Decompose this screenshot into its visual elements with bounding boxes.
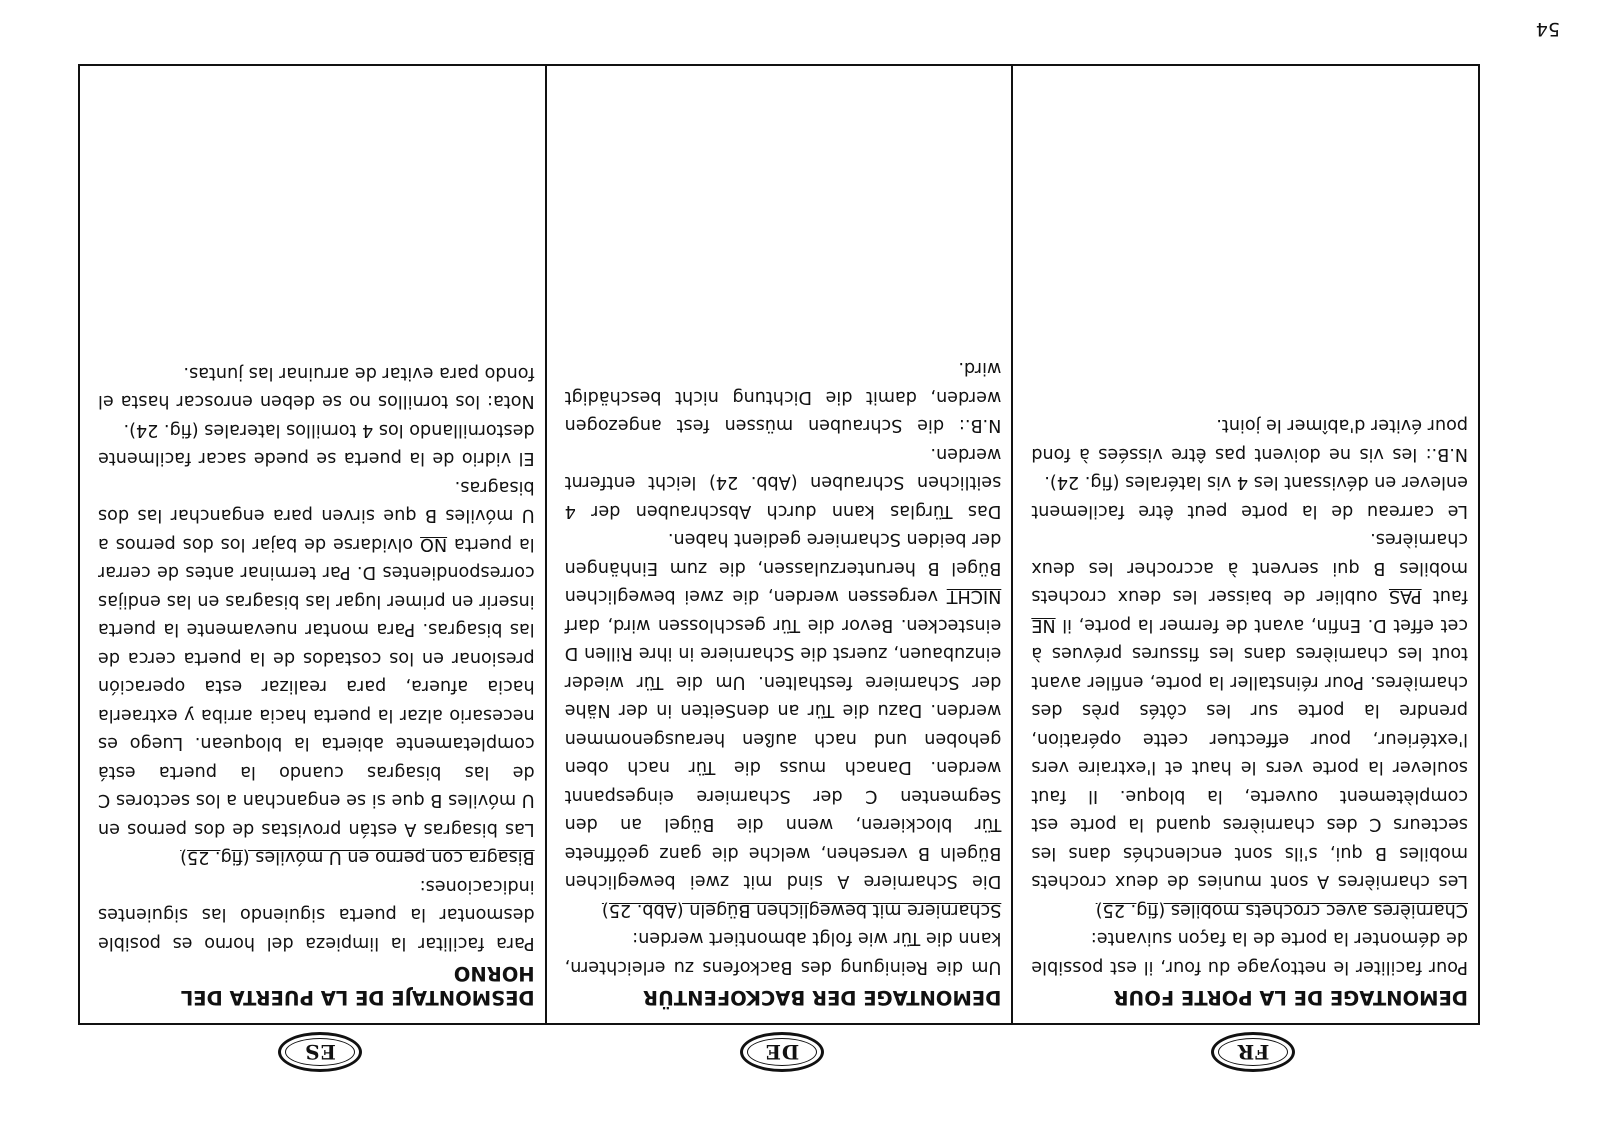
page-number: 54 bbox=[1535, 18, 1560, 40]
paragraph-glass-de: Das Türglas kann durch Abschrauben der 4 seitlichen Schrauben (Abb. 24) leicht entfernt werden. bbox=[564, 444, 1002, 521]
paragraph-hinges-de-text-2: vergessen werden, die zwei beweglichen Bügel B herunterzulassen, die zum Einhängen der beiden Scharniere gedient haben. bbox=[564, 529, 1002, 607]
column-french bbox=[1013, 66, 1478, 1023]
paragraph-hinges-de-text-1: Die Scharniere A sind mit zwei beweglichen Bügeln B versehen, welche die ganz geöffnete Tür blockieren, wenn die Bügel an den Segmenten C der Scharniere eingespannt werden. Danach muss die Tür nach oben gehoben und nach außen herausgenommen werden. Dazu die Tür an denSeiten in der Nähe der Scharniere festhalten. Um die Tür wieder einzubauen, zuerst die Scharniere in ihre Rillen D einstecken. Bevor die Tür geschlossen wird, darf bbox=[564, 615, 1002, 892]
paragraph-note-de: N.B.: die Schrauben müssen fest angezogen werden, damit die Dichtung nicht beschädigt wird. bbox=[564, 358, 1002, 436]
paragraph-hinges-fr-text-1: Les charnières A sont munies de deux crochets mobiles B qui, s'ils sont enclenchés dans les secteurs C des charnières quand la porte est complètement ouverte, la bloque. Il faut soulever la porte vers le haut et l'extraire vers l'extérieur, pour effectuer cette opération, prendre la porte sur les côtés près des charnières. Pour réinstaller la porte, enfiler avant tout les charnières dans les fissures prévues à cet effet D. Enfin, avant de fermer la porte, il bbox=[1031, 615, 1468, 892]
language-badge-fr: FR bbox=[1211, 1032, 1295, 1072]
paragraph-hinges-es-text-2: olvidarse de bajar los dos pernos a U móviles B que sirven para enganchar las dos bisagras. bbox=[97, 477, 535, 554]
column-german bbox=[547, 66, 1014, 1023]
paragraph-hinges-fr-text-2: faut bbox=[1421, 586, 1468, 607]
language-badge-de: DE bbox=[740, 1032, 824, 1072]
section-title-es: DESMONTAJE DE LA PUERTA DEL HORNO bbox=[180, 962, 535, 1009]
paragraph-note-es: Nota: los tornillos no se deben enroscar hasta el fondo para evitar de arruinar las juntas. bbox=[97, 363, 535, 412]
emphasis-pas-fr: PAS bbox=[1388, 586, 1422, 607]
three-column-frame bbox=[78, 64, 1480, 1025]
subheading-fr: Charnières avec crochets mobiles (fig. 25) bbox=[1095, 900, 1468, 920]
intro-es: Para facilitar la limpieza del horno es posible desmontar la puerta siguiendo las siguientes indicaciones: bbox=[97, 876, 535, 953]
paragraph-hinges-fr bbox=[1031, 525, 1468, 896]
subheading-de: Scharniere mit beweglichen Bügeln (Abb. 25) bbox=[601, 900, 1002, 920]
paragraph-note-fr: N.B.: les vis ne doivent pas être vissées à fond pour éviter d'abîmer le joint. bbox=[1031, 415, 1468, 464]
paragraph-glass-fr: Le carreau de la porte peut être facilement enlever en dévissant les 4 vis latérales (fig. 24). bbox=[1031, 472, 1468, 521]
paragraph-glass-es: El vidrio de la puerta se puede sacar facilmente destornillando los 4 tornillos laterales (fig. 24). bbox=[97, 420, 535, 469]
emphasis-ne-fr: NE bbox=[1031, 615, 1056, 635]
subheading-es: Bisagra con perno en U móviles (fig. 25) bbox=[180, 847, 535, 868]
column-spanish bbox=[80, 66, 547, 1023]
intro-de: Um die Reinigung des Backofens zu erleichtern, kann die Tür wie folgt abmontiert werden: bbox=[564, 928, 1002, 977]
paragraph-hinges-fr-text-3: oublier de baisser les deux crochets mobiles B qui servent à accrocher les deux charnières. bbox=[1031, 529, 1468, 607]
emphasis-nicht-de: NICHT bbox=[946, 586, 1002, 607]
emphasis-no-es: NO bbox=[420, 534, 448, 554]
paragraph-hinges-es-text-1: Las bisagras A están provistas de dos pernos en U móviles B que si se enganchan a los sectores C de las bisagras cuando la puerta está completamente abierta la bloquean. Luego es necesario alzar la puerta hacia arriba y extraerla hacia afuera, para realizar esta operación presionar en los costados de la puerta cerca de las bisagras. Para montar nuevamente la puerta inserir en primer lugar las bisagras en las endijas correspondientes D. Par terminar antes de cerrar la puerta bbox=[97, 534, 535, 839]
language-badge-es: ES bbox=[278, 1032, 362, 1072]
intro-fr: Pour faciliter le nettoyage du four, il est possible de démonter la porte de la façon suivante: bbox=[1031, 928, 1468, 977]
paragraph-hinges-de bbox=[565, 525, 1002, 896]
section-title-de: DEMONTAGE DER BACKOFENTÜR bbox=[643, 986, 1002, 1009]
section-title-fr: DEMONTAGE DE LA PORTE FOUR bbox=[1113, 986, 1468, 1009]
paragraph-hinges-es bbox=[98, 473, 535, 844]
